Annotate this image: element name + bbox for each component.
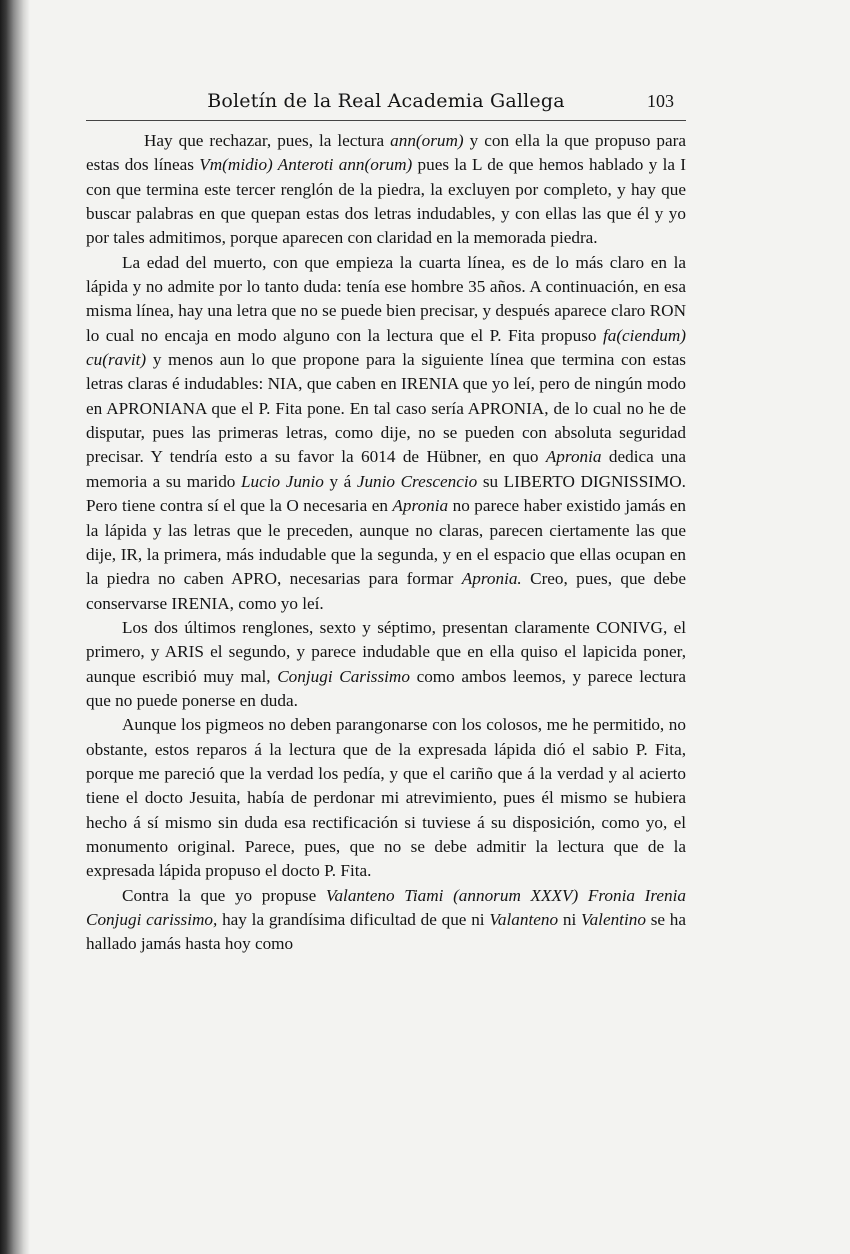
text-run: y á	[323, 471, 357, 491]
italic-text: Apronia	[392, 496, 449, 516]
paragraph-5	[86, 884, 686, 957]
running-title: Boletín de la Real Academia Gallega	[207, 90, 565, 112]
text-run: Contra la que yo propuse	[122, 885, 326, 905]
text-run: La edad del muerto, con que empieza la cuarta línea, es de lo más claro en la lápida y no admite por lo tanto duda: tenía ese hombre 35 años. A continuación, en esa misma línea, hay una letra que no se puede bien precisar, y después aparece claro RON lo cual no encaja en modo alguno con la lectura que el P. Fita propuso	[86, 252, 686, 345]
italic-text: Vm(midio) Anteroti ann(orum)	[199, 155, 413, 175]
italic-text: Valanteno Tiami (annorum XXXV) Fronia Irenia Conjugi carissimo,	[86, 885, 686, 929]
text-run: dedica una memoria a su marido	[86, 447, 686, 491]
text-run: Hay que rechazar, pues, la lectura	[144, 131, 391, 150]
document-page	[86, 86, 686, 957]
text-run: hay la grandísima dificultad de que ni	[217, 910, 490, 929]
running-header	[86, 86, 686, 121]
italic-text: Junio Crescencio	[356, 471, 478, 491]
text-run: como ambos leemos, y parece lectura que no puede ponerse en duda.	[86, 666, 686, 710]
italic-text: Apronia	[545, 447, 602, 467]
paragraph-1	[86, 129, 686, 251]
text-run: no parece haber existido jamás en la lápida y las letras que le preceden, aunque no claras, parecen ciertamente las que dije, IR, la primera, más indudable que la segunda, y en el espacio que ellas ocupan en la piedra no caben APRO, necesarias para formar	[86, 496, 686, 589]
italic-text: ann(orum)	[390, 131, 464, 150]
text-run: ni	[558, 910, 581, 929]
text-run: pues la L de que hemos hablado y la I con que termina este tercer renglón de la piedra, la excluyen por completo, y hay que buscar palabras en que quepan estas dos letras indudables, y con ellas las que él y yo por tales admitimos, porque aparecen con claridad en la memorada piedra.	[86, 155, 687, 248]
text-run: Aunque los pigmeos no deben parangonarse con los colosos, me he permitido, no obstante, estos reparos á la lectura que de la expresada lápida dió el sabio P. Fita, porque me pareció que la verdad los pedía, y que el cariño que á la verdad y al acierto tiene el docto Jesuita, había de perdonar mi atrevimiento, pues él mismo se hubiera hecho á sí mismo sin duda esa rectificación si tuviese á su disposición, como yo, el monumento original. Parece, pues, que no se debe admitir la lectura que de la expresada lápida propuso el docto P. Fita.	[86, 715, 686, 881]
text-run: y menos aun lo que propone para la siguiente línea que termina con estas letras claras é indudables: NIA, que caben en IRENIA que yo leí, pero de ningún modo en APRONIANA que el P. Fita pone. En tal caso sería APRONIA, de lo cual no he de disputar, pues las primeras letras, como dije, no se pueden con absoluta seguridad precisar. Y tendría esto a su favor la 6014 de Hübner, en quo	[86, 350, 686, 467]
binding-edge	[0, 0, 30, 1254]
text-run: Los dos últimos renglones, sexto y séptimo, presentan claramente CONIVG, el primero, y ARIS el segundo, y parece indudable que en ella quiso el lapicida poner, aunque escribió muy mal,	[86, 617, 686, 686]
text-run: su LIBERTO DIGNISSIMO. Pero tiene contra sí el que la O necesaria en	[86, 471, 686, 516]
page-number: 103	[647, 91, 674, 111]
text-run: y con ella la que propuso para estas dos líneas	[86, 131, 686, 175]
paragraph-3	[86, 616, 686, 713]
paragraph-2	[86, 251, 686, 616]
italic-text: Apronia.	[461, 569, 522, 589]
italic-text: fa(ciendum) cu(ravit)	[86, 325, 686, 370]
body-text	[86, 129, 686, 957]
text-run: Creo, pues, que debe conservarse IRENIA, como yo leí.	[86, 569, 686, 613]
text-run: se ha hallado jamás hasta hoy como	[86, 910, 687, 954]
italic-text: Valanteno	[489, 910, 559, 929]
italic-text: Conjugi Carissimo	[277, 666, 410, 686]
italic-text: Valentino	[581, 910, 646, 929]
italic-text: Lucio Junio	[240, 471, 324, 491]
paragraph-4	[86, 713, 686, 883]
